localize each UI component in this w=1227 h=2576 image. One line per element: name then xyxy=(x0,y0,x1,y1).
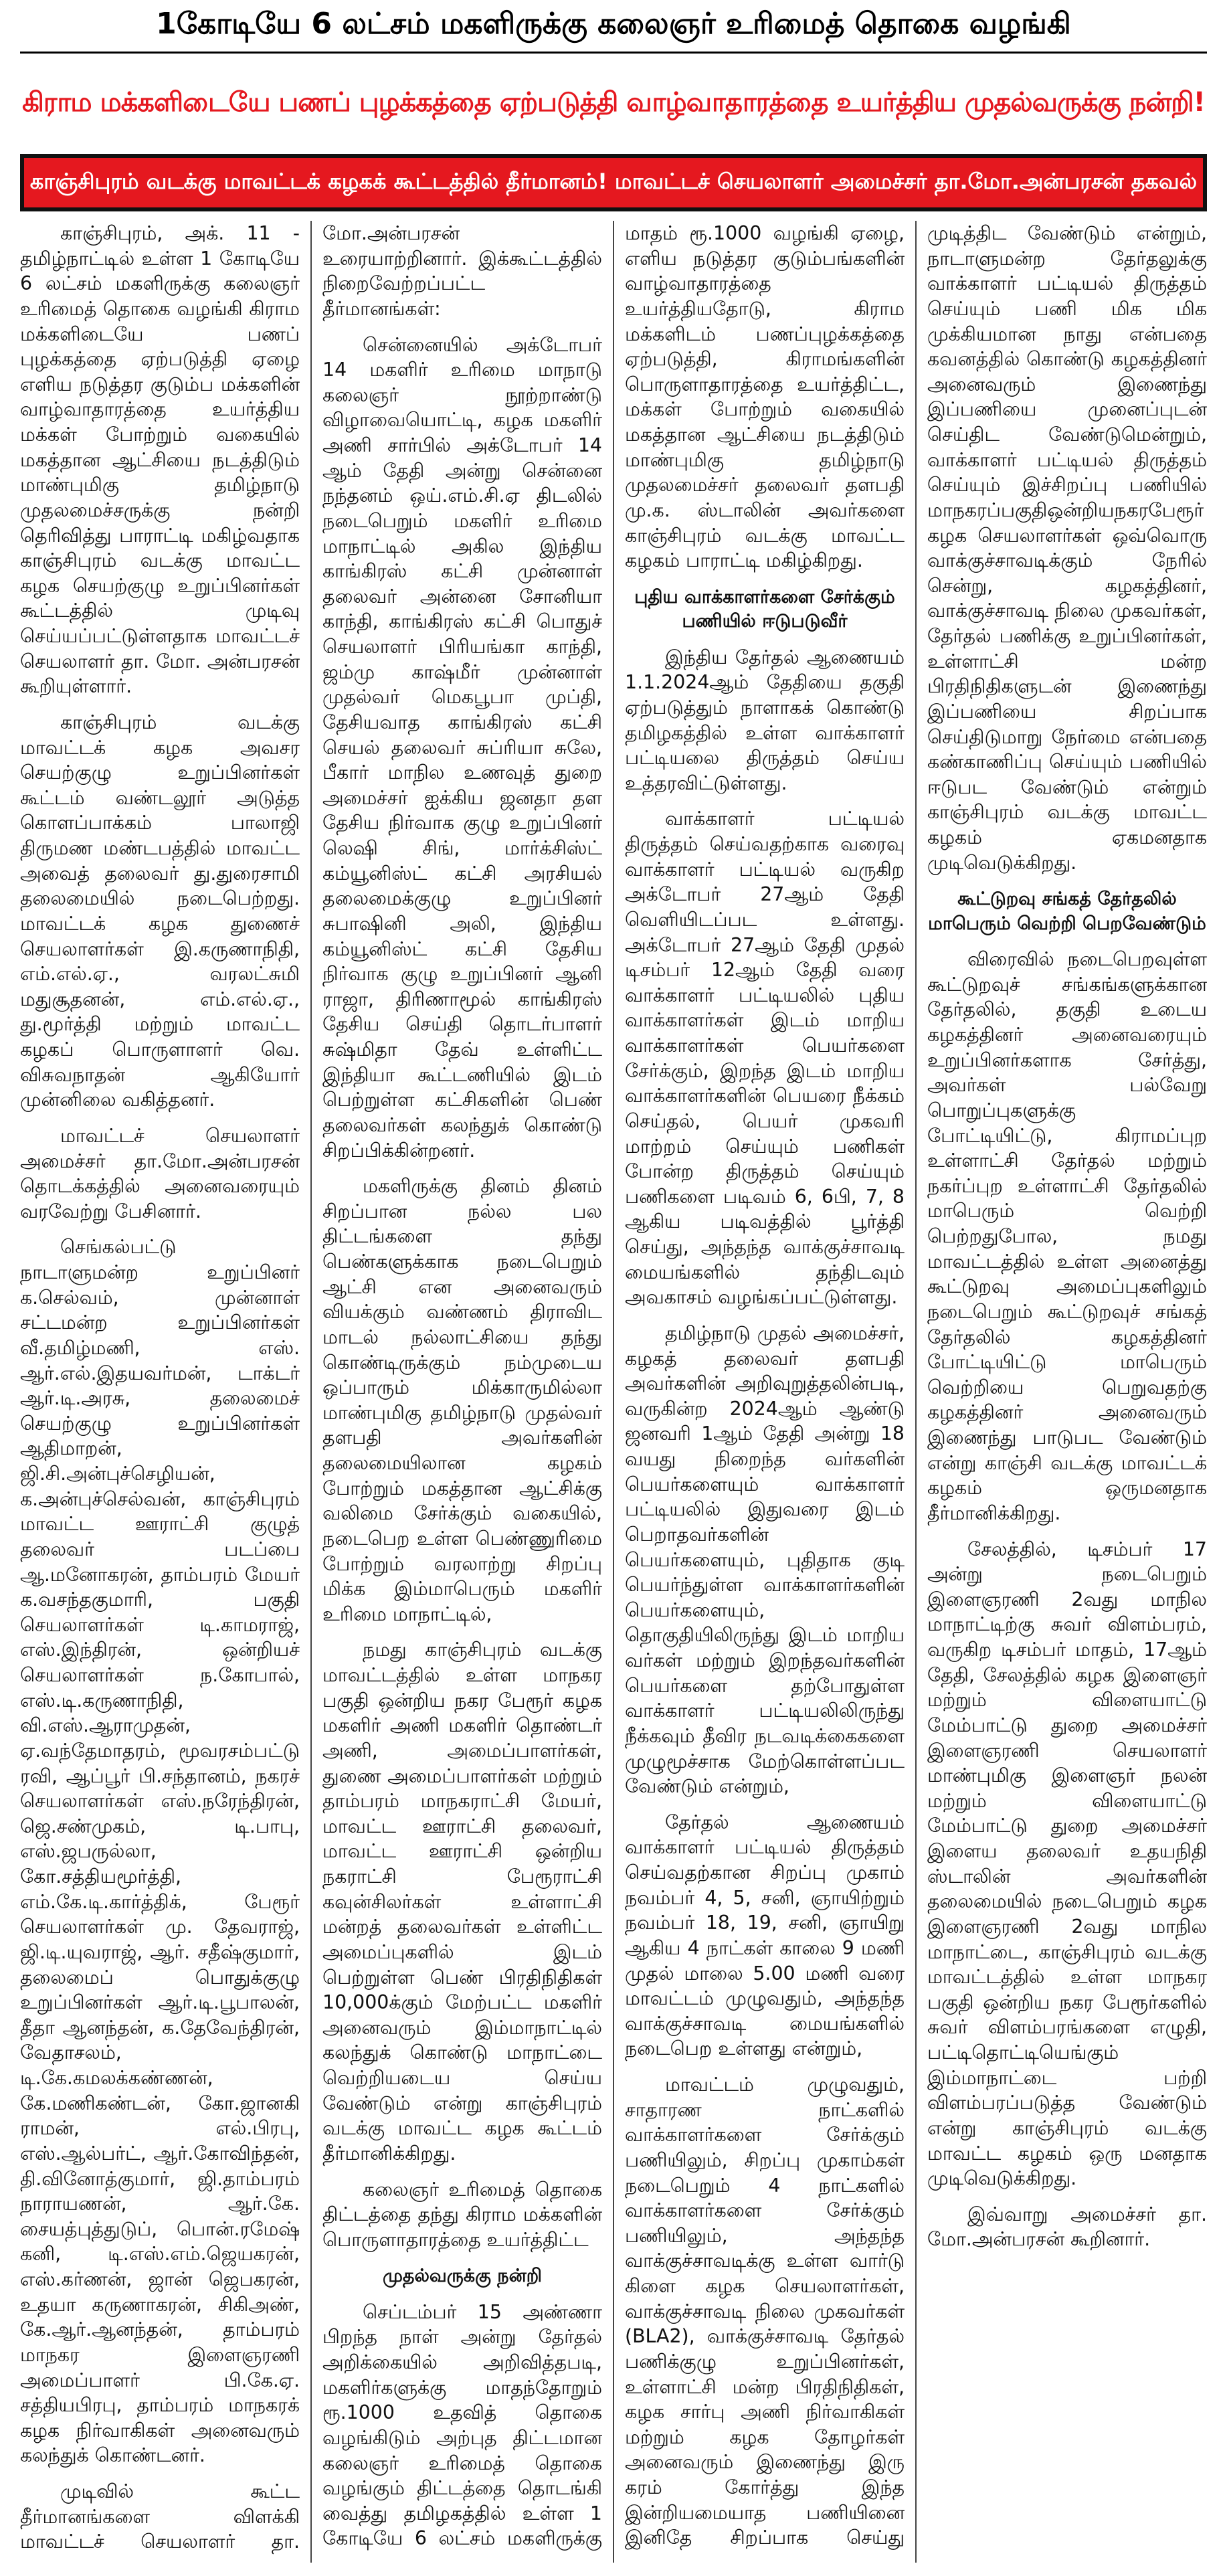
section-heading-line: கூட்டுறவு சங்கத் தேர்தலில் xyxy=(957,889,1177,910)
article-paragraph: நமது காஞ்சிபுரம் வடக்கு மாவட்டத்தில் உள்ள மாநகர பகுதி ஒன்றிய நகர பேரூர் கழக மகளிர் அணி மகளிர் தொண்டர் அணி, அமைப்பாளர்கள், துணை அமைப்பாளர்கள் மற்றும் தாம்பரம் மாநகராட்சி மேயர், மாவட்ட ஊராட்சி தலைவர், மாவட்ட ஊராட்சி ஒன்றிய நகராட்சி பேரூராட்சி கவுன்சிலர்கள் உள்ளாட்சி மன்றத் தலைவர்கள் உள்ளிட்ட அமைப்புகளில் இடம் பெற்றுள்ள பெண் பிரதிநிதிகள் 10,000க்கும் மேற்பட்ட மகளிர் அனைவரும் இம்மாநாட்டில் கலந்துக் கொண்டு மாநாட்டை வெற்றியடைய செய்ய வேண்டும் என்று காஞ்சிபுரம் வடக்கு மாவட்ட கழக கூட்டம் தீர்மானிக்கிறது. xyxy=(322,1639,602,2165)
article-paragraph: செங்கல்பட்டு நாடாளுமன்ற உறுப்பினர் க.செல்வம், முன்னாள் சட்டமன்ற உறுப்பினர்கள் வீ.தமிழ்மணி, எஸ். ஆர்.எல்.இதயவர்மன், டாக்டர் ஆர்.டி.அரசு, தலைமைச் செயற்குழு உறுப்பினர்கள் ஆதிமாறன், ஜி.சி.அன்புச்செழியன், க.அன்புச்செல்வன், காஞ்சிபுரம் மாவட்ட ஊராட்சி குழுத் தலைவர் படப்பை ஆ.மனோகரன், தாம்பரம் மேயர் க.வசந்தகுமாரி, பகுதி செயலாளர்கள் டி.காமராஜ், எஸ்.இந்திரன், ஒன்றியச் செயலாளர்கள் ந.கோபால், எஸ்.டி.கருணாநிதி, வி.எஸ்.ஆராமுதன், ஏ.வந்தேமாதரம், மூவரசம்பட்டு ரவி, ஆப்பூர் பி.சந்தானம், நகரச் செயலாளர்கள் எஸ்.நரேந்திரன், ஜெ.சண்முகம், டி.பாபு, எஸ்.ஜபருல்லா, கோ.சத்தியமூர்த்தி, எம்.கே.டி.கார்த்திக், பேரூர் செயலாளர்கள் மு. தேவராஜ், ஜி.டி.யுவராஜ், ஆர். சதீஷ்குமார், தலைமைப் பொதுக்குழு உறுப்பினர்கள் ஆர்.டி.பூபாலன், தீதா ஆனந்தன், க.தேவேந்திரன், வேதாசலம், டி.கே.கமலக்கண்ணன், கே.மணிகண்டன், கோ.ஜானகி ராமன், எல்.பிரபு, எஸ்.ஆல்பர்ட், ஆர்.கோவிந்தன், தி.வினோத்குமார், ஜி.தாம்பரம் நாராயணன், ஆர்.கே. சையத்புத்துடுப், பொன்.ரமேஷ் கனி, டி.எஸ்.எம்.ஜெயகரன், எஸ்.கர்ணன், ஜான் ஜெபகரன், உதயா கருணாகரன், சிகிஅண், கே.ஆர்.ஆனந்தன், தாம்பரம் மாநகர இளைஞரணி அமைப்பாளர் பி.கே.ஏ. சத்தியபிரபு, தாம்பரம் மாநகரக் கழக நிர்வாகிகள் அனைவரும் கலந்துக் கொண்டனர். xyxy=(20,1236,300,2467)
article-paragraph: காஞ்சிபுரம், அக். 11 - தமிழ்நாட்டில் உள்ள 1 கோடியே 6 லட்சம் மகளிருக்கு கலைஞர் உரிமைத் தொகை வழங்கி கிராம மக்களிடையே பணப் புழக்கத்தை ஏற்படுத்தி ஏழை எளிய நடுத்தர குடும்ப மக்களின் வாழ்வாதாரத்தை உயர்த்திய மக்கள் போற்றும் வகையில் மகத்தான ஆட்சியை நடத்திடும் மாண்புமிகு தமிழ்நாடு முதலமைச்சருக்கு நன்றி தெரிவித்து பாராட்டி மகிழ்வதாக காஞ்சிபுரம் வடக்கு மாவட்ட கழக செயற்குழு உறுப்பினர்கள் கூட்டத்தில் முடிவு செய்யப்பட்டுள்ளதாக மாவட்டச் செயலாளர் தா. மோ. அன்பரசன் கூறியுள்ளார். xyxy=(20,222,300,698)
article-paragraph: செப்டம்பர் 15 அண்ணா பிறந்த நாள் அன்று தேர்தல் அறிக்கையில் அறிவித்தபடி, மகளிர்களுக்கு மாதந்தோறும் ரூ.1000 உதவித் தொகை வழங்கிடும் அற்புத திட்டமான கலைஞர் உரிமைத் தொகை வழங்கும் திட்டத்தை தொடங்கி வைத்து தமிழகத்தில் உள்ள 1 கோடியே 6 லட்சம் மகளிருக்கு மாதம் ரூ.1000 வழங்கி ஏழை, எளிய நடுத்தர குடும்பங்களின் வாழ்வாதாரத்தை உயர்த்தியதோடு, கிராம மக்களிடம் பணப்புழக்கத்தை ஏற்படுத்தி, கிராமங்களின் பொருளாதாரத்தை உயர்த்திட்ட, மக்கள் போற்றும் வகையில் மகத்தான ஆட்சியை நடத்திடும் மாண்புமிகு தமிழ்நாடு முதலமைச்சர் தலைவர் தளபதி மு.க. ஸ்டாலின் அவர்களை காஞ்சிபுரம் வடக்கு மாவட்ட கழகம் பாராட்டி மகிழ்கிறது. xyxy=(322,222,905,2550)
section-heading-voters xyxy=(625,585,905,634)
section-heading-cooperative xyxy=(927,887,1207,936)
article-paragraph: காஞ்சிபுரம் வடக்கு மாவட்டக் கழக அவசர செயற்குழு உறுப்பினர்கள் கூட்டம் வண்டலூர் அடுத்த கொளப்பாக்கம் பாலாஜி திருமண மண்டபத்தில் மாவட்ட அவைத் தலைவர் து.துரைசாமி தலைமையில் நடைபெற்றது. மாவட்டக் கழக துணைச் செயலாளர்கள் இ.கருணாநிதி, எம்.எல்.ஏ., வரலட்சுமி மதுசூதனன், எம்.எல்.ஏ., து.மூர்த்தி மற்றும் மாவட்ட கழகப் பொருளாளர் வெ. விசுவநாதன் ஆகியோர் முன்னிலை வகித்தனர். xyxy=(20,711,300,1111)
article-paragraph: இந்திய தேர்தல் ஆணையம் 1.1.2024ஆம் தேதியை தகுதி ஏற்படுத்தும் நாளாகக் கொண்டு தமிழகத்தில் உள்ள வாக்காளர் பட்டியலை திருத்தம் செய்ய உத்தரவிட்டுள்ளது. xyxy=(625,646,905,794)
article-paragraph: சேலத்தில், டிசம்பர் 17 அன்று நடைபெறும் இளைஞரணி 2வது மாநில மாநாட்டிற்கு சுவர் விளம்பரம், வருகிற டிசம்பர் மாதம், 17ஆம் தேதி, சேலத்தில் கழக இளைஞர் மற்றும் விளையாட்டு மேம்பாட்டு துறை அமைச்சர் இளைஞரணி செயலாளர் மாண்புமிகு இளைஞர் நலன் மற்றும் விளையாட்டு மேம்பாட்டு துறை அமைச்சர் இளைய தலைவர் உதயநிதி ஸ்டாலின் அவர்களின் தலைமையில் நடைபெறும் கழக இளைஞரணி 2வது மாநில மாநாட்டை, காஞ்சிபுரம் வடக்கு மாவட்டத்தில் உள்ள மாநகர பகுதி ஒன்றிய நகர பேரூர்களில் சுவர் விளம்பரங்களை எழுதி, பட்டிதொட்டியெங்கும் இம்மாநாட்டை பற்றி விளம்பரப்படுத்த வேண்டும் என்று காஞ்சிபுரம் வடக்கு மாவட்ட கழகம் ஒரு மனதாக முடிவெடுக்கிறது. xyxy=(927,1538,1207,2190)
section-heading-thanks xyxy=(322,2264,602,2288)
article-paragraph: தமிழ்நாடு முதல் அமைச்சர், கழகத் தலைவர் தளபதி அவர்களின் அறிவுறுத்தலின்படி, வருகின்ற 2024ஆம் ஆண்டு ஜனவரி 1ஆம் தேதி அன்று 18 வயது நிறைந்த வர்களின் பெயர்களையும் வாக்காளர் பட்டியலில் இதுவரை இடம் பெறாதவர்களின் பெயர்களையும், புதிதாக குடி பெயர்ந்துள்ள வாக்காளர்களின் பெயர்களையும், தொகுதியிலிருந்து இடம் மாறிய வர்கள் மற்றும் இறந்தவர்களின் பெயர்களை தற்போதுள்ள வாக்காளர் பட்டியலிலிருந்து நீக்கவும் தீவிர நடவடிக்கைகளை முழுமூச்சாக மேற்கொள்ளப்பட வேண்டும் என்றும், xyxy=(625,1321,905,1798)
article-paragraph: சென்னையில் அக்டோபர் 14 மகளிர் உரிமை மாநாடு கலைஞர் நூற்றாண்டு விழாவையொட்டி, கழக மகளிர் அணி சார்பில் அக்டோபர் 14 ஆம் தேதி அன்று சென்னை நந்தனம் ஒய்.எம்.சி.ஏ திடலில் நடைபெறும் மகளிர் உரிமை மாநாட்டில் அகில இந்திய காங்கிரஸ் கட்சி முன்னாள் தலைவர் அன்னை சோனியா காந்தி, காங்கிரஸ் கட்சி பொதுச் செயலாளர் பிரியங்கா காந்தி, ஜம்மு காஷ்மீர் முன்னாள் முதல்வர் மெகபூபா முப்தி, தேசியவாத காங்கிரஸ் கட்சி செயல் தலைவர் சுப்ரியா சுலே, பீகார் மாநில உணவுத் துறை அமைச்சர் ஐக்கிய ஜனதா தள தேசிய நிர்வாக குழு உறுப்பினர் லெஷி சிங், மார்க்சிஸ்ட் கம்யூனிஸ்ட் கட்சி அரசியல் தலைமைக்குழு உறுப்பினர் சுபாஷினி அலி, இந்திய கம்யூனிஸ்ட் கட்சி தேசிய நிர்வாக குழு உறுப்பினர் ஆனி ராஜா, திரிணாமூல் காங்கிரஸ் தேசிய செய்தி தொடர்பாளர் சுஷ்மிதா தேவ் உள்ளிட்ட இந்தியா கூட்டணியில் இடம் பெற்றுள்ள கட்சிகளின் பெண் தலைவர்கள் கலந்துக் கொண்டு சிறப்பிக்கின்றனர். xyxy=(322,333,602,1162)
section-heading-line: மாபெரும் வெற்றி பெறவேண்டும் xyxy=(928,913,1206,934)
article-paragraph: வாக்காளர் பட்டியல் திருத்தம் செய்வதற்காக வரைவு வாக்காளர் பட்டியல் வருகிற அக்டோபர் 27ஆம் தேதி வெளியிடப்பட உள்ளது. அக்டோபர் 27ஆம் தேதி முதல் டிசம்பர் 12ஆம் தேதி வரை வாக்காளர் பட்டியலில் புதிய வாக்காளர்கள் இடம் மாறிய வாக்காளர்கள் பெயர்களை சேர்க்கும், இறந்த இடம் மாறிய வாக்காளர்களின் பெயரை நீக்கம் செய்தல், பெயர் முகவரி மாற்றம் செய்யும் பணிகள் போன்ற திருத்தம் செய்யும் பணிகளை படிவம் 6, 6பி, 7, 8 ஆகிய படிவத்தில் பூர்த்தி செய்து, அந்தந்த வாக்குச்சாவடி மையங்களில் தந்திடவும் அவகாசம் வழங்கப்பட்டுள்ளது. xyxy=(625,808,905,1309)
article-paragraph: கலைஞர் உரிமைத் தொகை திட்டத்தை தந்து கிராம மக்களின் பொருளாதாரத்தை உயர்த்திட்ட xyxy=(322,2178,602,2251)
main-headline: கிராம மக்களிடையே பணப் புழக்கத்தை ஏற்படுத்தி வாழ்வாதாரத்தை உயர்த்திய முதல்வருக்கு நன்றி! xyxy=(22,86,1205,118)
kicker-line: 1கோடியே 6 லட்சம் மகளிருக்கு கலைஞர் உரிமைத் தொகை வழங்கி xyxy=(20,0,1207,54)
article-paragraph: விரைவில் நடைபெறவுள்ள கூட்டுறவுச் சங்கங்களுக்கான தேர்தலில், தகுதி உடைய கழகத்தினர் அனைவரையும் உறுப்பினர்களாக சேர்த்து, அவர்கள் பல்வேறு பொறுப்புகளுக்கு போட்டியிட்டு, கிராமப்புற உள்ளாட்சி தேர்தல் மற்றும் நகர்ப்புற உள்ளாட்சி தேர்தலில் மாபெரும் வெற்றி பெற்றதுபோல, நமது மாவட்டத்தில் உள்ள அனைத்து கூட்டுறவு அமைப்புகளிலும் நடைபெறும் கூட்டுறவுச் சங்கத் தேர்தலில் கழகத்தினர் போட்டியிட்டு மாபெரும் வெற்றியை பெறுவதற்கு கழகத்தினர் அனைவரும் இணைந்து பாடுபட வேண்டும் என்று காஞ்சி வடக்கு மாவட்டக் கழகம் ஒருமனதாக தீர்மானிக்கிறது. xyxy=(927,948,1207,1524)
article-paragraph: மாவட்டச் செயலாளர் அமைச்சர் தா.மோ.அன்பரசன் தொடக்கத்தில் அனைவரையும் வரவேற்று பேசினார். xyxy=(20,1124,300,1222)
article-paragraph: மகளிருக்கு தினம் தினம் சிறப்பான நல்ல பல திட்டங்களை தந்து பெண்களுக்காக நடைபெறும் ஆட்சி என அனைவரும் வியக்கும் வண்ணம் திராவிட மாடல் நல்லாட்சியை தந்து கொண்டிருக்கும் நம்முடைய ஒப்பாரும் மிக்காருமில்லா மாண்புமிகு தமிழ்நாடு முதல்வர் தளபதி அவர்களின் தலைமையிலான கழகம் போற்றும் மகத்தான ஆட்சிக்கு வலிமை சேர்க்கும் வகையில், நடைபெற உள்ள பெண்ணுரிமை போற்றும் வரலாற்று சிறப்பு மிக்க இம்மாபெரும் மகளிர் உரிமை மாநாட்டில், xyxy=(322,1175,602,1625)
article-paragraph: தேர்தல் ஆணையம் வாக்காளர் பட்டியல் திருத்தம் செய்வதற்கான சிறப்பு முகாம் நவம்பர் 4, 5, சனி, ஞாயிற்றும் நவம்பர் 18, 19, சனி, ஞாயிறு ஆகிய 4 நாட்கள் காலை 9 மணி முதல் மாலை 5.00 மணி வரை மாவட்டம் முழுவதும், அந்தந்த வாக்குச்சாவடி மையங்களில் நடைபெற உள்ளது என்றும், xyxy=(625,1811,905,2060)
sub-headline-banner: காஞ்சிபுரம் வடக்கு மாவட்டக் கழகக் கூட்டத்தில் தீர்மானம்! மாவட்டச் செயலாளர் அமைச்சர் தா.மோ.அன்பரசன் தகவல் xyxy=(20,154,1207,211)
article-paragraph: மாவட்டம் முழுவதும், சாதாரண நாட்களில் வாக்காளர்களை சேர்க்கும் பணியிலும், சிறப்பு முகாம்கள் நடைபெறும் 4 நாட்களில் வாக்காளர்களை சேர்க்கும் பணியிலும், அந்தந்த வாக்குச்சாவடிக்கு உள்ள வார்டு கிளை கழக செயலாளர்கள், வாக்குச்சாவடி நிலை முகவர்கள் (BLA2), வாக்குச்சாவடி தேர்தல் பணிக்குழு உறுப்பினர்கள், உள்ளாட்சி மன்ற பிரதிநிதிகள், கழக சார்பு அணி நிர்வாகிகள் மற்றும் கழக தோழர்கள் அனைவரும் இணைந்து இரு கரம் கோர்த்து இந்த இன்றியமையாத பணியினை இனிதே சிறப்பாக செய்து முடித்திட வேண்டும் என்றும், நாடாளுமன்ற தேர்தலுக்கு வாக்காளர் பட்டியல் திருத்தம் செய்யும் பணி மிக மிக முக்கியமான நாது என்பதை கவனத்தில் கொண்டு கழகத்தினர் அனைவரும் இணைந்து இப்பணியை முனைப்புடன் செய்திட வேண்டுமென்றும், வாக்காளர் பட்டியல் திருத்தம் செய்யும் இச்சிறப்பு பணியில் மாநகரப்பகுதிஒன்றியநகரபேரூர் கழக செயலாளர்கள் ஒவ்வொரு வாக்குச்சாவடிக்கும் நேரில் சென்று, கழகத்தினர், வாக்குச்சாவடி நிலை முகவர்கள், தேர்தல் பணிக்கு உறுப்பினர்கள், உள்ளாட்சி மன்ற பிரதிநிதிகளுடன் இணைந்து இப்பணியை சிறப்பாக செய்திடுமாறு நேர்மை என்பதை கண்காணிப்பு செய்யும் பணியில் ஈடுபட வேண்டும் என்றும் காஞ்சிபுரம் வடக்கு மாவட்ட கழகம் ஏகமனதாக முடிவெடுக்கிறது. xyxy=(625,222,1207,2549)
section-heading-line: முதல்வருக்கு நன்றி xyxy=(382,2266,543,2287)
section-heading-line: புதிய வாக்காளர்களை சேர்க்கும் xyxy=(634,586,895,608)
article-paragraph: முடிவில் கூட்ட தீர்மானங்களை விளக்கி மாவட்டச் செயலாளர் தா. மோ.அன்பரசன் உரையாற்றினார். இக்கூட்டத்தில் நிறைவேற்றப்பட்ட தீர்மானங்கள்: xyxy=(20,222,602,2553)
section-heading-line: பணியில் ஈடுபடுவீர் xyxy=(682,611,848,632)
article-body xyxy=(20,221,1207,2563)
article-paragraph: இவ்வாறு அமைச்சர் தா. மோ.அன்பரசன் கூறினார். xyxy=(927,2203,1207,2251)
